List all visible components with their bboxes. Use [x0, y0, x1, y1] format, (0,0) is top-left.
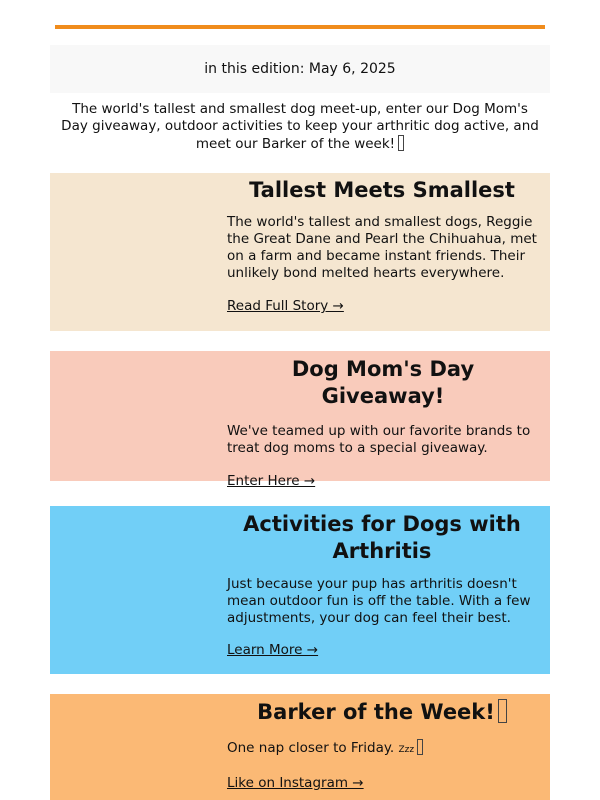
card-content [227, 356, 539, 489]
card-title: Activities for Dogs with Arthritis [243, 512, 521, 563]
card-body: The world's tallest and smallest dogs, Reggie the Great Dane and Pearl the Chihuahua, met on a farm and became instant friends. Their unlikely bond melted hearts everywhere. [227, 214, 537, 281]
top-accent-rule [55, 25, 545, 29]
card-body-text: One nap closer to Friday. [227, 740, 399, 756]
intro-text: The world's tallest and smallest dog meet-up, enter our Dog Mom's Day giveaway, outdoor activities to keep your arthritic dog active, and meet our Barker of the week! [61, 101, 539, 152]
like-on-instagram-link[interactable]: Like on Instagram → [227, 775, 364, 791]
story-card-barker-of-week [50, 694, 550, 800]
card-title-text: Barker of the Week! [257, 700, 495, 724]
story-card-tallest-smallest [50, 173, 550, 331]
intro-paragraph [60, 101, 540, 153]
card-content [227, 511, 537, 658]
card-body: We've teamed up with our favorite brands to treat dog moms to a special giveaway. [227, 423, 531, 456]
learn-more-link[interactable]: Learn More → [227, 642, 319, 658]
emoji-placeholder-icon [398, 135, 404, 151]
zzz-text: Zzz [398, 745, 415, 755]
emoji-placeholder-icon [417, 739, 423, 755]
story-card-giveaway [50, 351, 550, 489]
emoji-placeholder-icon [498, 699, 507, 723]
card-title: Dog Mom's Day Giveaway! [291, 357, 475, 408]
edition-label: in this edition: May 6, 2025 [204, 61, 396, 77]
card-title [227, 699, 537, 726]
enter-here-link[interactable]: Enter Here → [227, 473, 316, 489]
card-body [227, 739, 537, 759]
card-title: Tallest Meets Smallest [249, 178, 515, 202]
card-body: Just because your pup has arthritis doesn't mean outdoor fun is off the table. With a few adjustments, your dog can feel their best. [227, 576, 531, 626]
story-card-arthritis [50, 506, 550, 674]
card-content [227, 177, 537, 314]
edition-bar [50, 45, 550, 93]
card-content [227, 699, 537, 791]
read-full-story-link[interactable]: Read Full Story → [227, 298, 344, 314]
